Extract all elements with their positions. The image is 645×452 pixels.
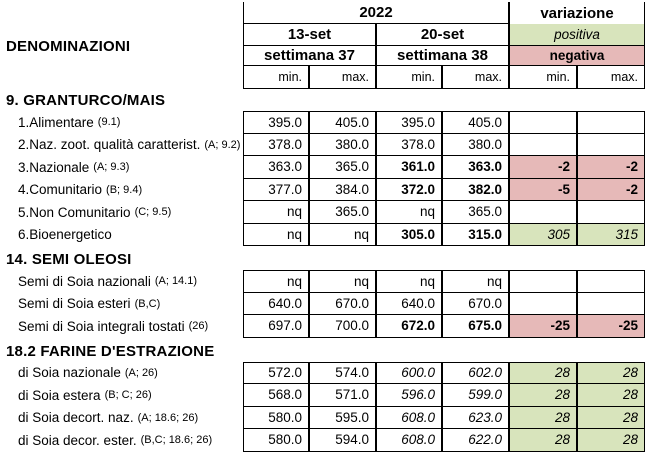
price-cell: 372.0 — [376, 179, 442, 201]
price-cell: 640.0 — [376, 293, 442, 315]
row-label-text: 2.Naz. zoot. qualità caratterist. — [18, 137, 201, 153]
row-label-text: di Soia nazionale — [18, 365, 121, 381]
row-label — [0, 429, 243, 452]
col-max-header: max. — [442, 66, 509, 89]
price-cell: 670.0 — [309, 293, 376, 315]
row-label — [0, 224, 243, 246]
week2-header: settimana 38 — [376, 45, 509, 66]
week1-header: settimana 37 — [243, 45, 376, 66]
price-cell: 315.0 — [442, 224, 509, 246]
row-label-text: 5.Non Comunitario — [18, 204, 131, 220]
row-label-note: (B,C) — [134, 297, 161, 310]
price-cell: nq — [243, 224, 309, 246]
row-label — [0, 156, 243, 179]
row-label-text: 6.Bioenergetico — [18, 227, 112, 243]
row-label-note: (A; 9.2) — [204, 138, 241, 151]
row-label — [0, 179, 243, 201]
price-cell: 572.0 — [243, 362, 309, 384]
price-cell: 608.0 — [376, 429, 442, 452]
row-label-text: di Soia decort. naz. — [18, 410, 134, 426]
price-cell: 595.0 — [309, 407, 376, 429]
col-min-header: min. — [509, 66, 577, 89]
variation-cell: 28 — [509, 384, 577, 407]
col-min-header: min. — [376, 66, 442, 89]
price-cell: 596.0 — [376, 384, 442, 407]
col-max-header: max. — [577, 66, 645, 89]
variation-cell: -25 — [509, 315, 577, 338]
price-cell: 377.0 — [243, 179, 309, 201]
section-title: 18.2 FARINE D'ESTRAZIONE — [6, 342, 215, 360]
row-label-note: (A; 26) — [124, 366, 158, 379]
price-cell: nq — [376, 270, 442, 293]
price-cell: 363.0 — [442, 156, 509, 179]
variation-cell — [577, 293, 645, 315]
variation-negative-header: negativa — [509, 45, 645, 66]
variation-cell — [509, 201, 577, 224]
variation-cell — [509, 270, 577, 293]
variation-cell — [509, 134, 577, 156]
row-label-text: Semi di Soia integrali tostati — [18, 318, 185, 334]
price-cell: 378.0 — [243, 134, 309, 156]
row-label — [0, 362, 243, 384]
price-cell: nq — [243, 201, 309, 224]
col-max-header: max. — [309, 66, 376, 89]
variation-cell: 28 — [577, 362, 645, 384]
row-label — [0, 293, 243, 315]
variation-cell: 28 — [509, 362, 577, 384]
price-cell: 305.0 — [376, 224, 442, 246]
variation-cell: 315 — [577, 224, 645, 246]
price-cell: nq — [309, 270, 376, 293]
row-label — [0, 315, 243, 338]
price-cell: 568.0 — [243, 384, 309, 407]
col-min-header: min. — [243, 66, 309, 89]
row-label-text: 3.Nazionale — [18, 159, 90, 175]
variation-cell — [577, 134, 645, 156]
section-title: 9. GRANTURCO/MAIS — [6, 92, 166, 109]
price-cell: 395.0 — [376, 111, 442, 134]
price-cell: nq — [243, 270, 309, 293]
price-cell: 378.0 — [376, 134, 442, 156]
row-label-text: Semi di Soia nazionali — [18, 273, 151, 289]
date1-header: 13-set — [243, 24, 376, 45]
price-cell: 640.0 — [243, 293, 309, 315]
variation-cell: 28 — [509, 407, 577, 429]
variation-cell: 28 — [577, 429, 645, 452]
variation-cell — [577, 201, 645, 224]
variation-cell: 28 — [509, 429, 577, 452]
row-label-text: 1.Alimentare — [18, 114, 94, 130]
row-label-text: di Soia decor. ester. — [18, 432, 137, 448]
price-cell: 382.0 — [442, 179, 509, 201]
row-label-text: 4.Comunitario — [18, 182, 103, 198]
row-label-note: (A; 14.1) — [154, 275, 198, 287]
price-cell: 380.0 — [442, 134, 509, 156]
price-cell: 365.0 — [309, 156, 376, 179]
variation-cell: -5 — [509, 179, 577, 201]
variation-cell: 28 — [577, 384, 645, 407]
price-cell: 675.0 — [442, 315, 509, 338]
variation-cell — [577, 111, 645, 134]
year-header: 2022 — [243, 2, 509, 24]
header-title: DENOMINAZIONI — [6, 37, 131, 55]
price-cell: nq — [376, 201, 442, 224]
price-cell: 580.0 — [243, 429, 309, 452]
price-cell: 395.0 — [243, 111, 309, 134]
price-cell: 574.0 — [309, 362, 376, 384]
price-cell: 571.0 — [309, 384, 376, 407]
price-cell: 600.0 — [376, 362, 442, 384]
row-label-note: (C; 9.5) — [134, 206, 172, 218]
price-cell: 380.0 — [309, 134, 376, 156]
price-cell: 594.0 — [309, 429, 376, 452]
price-cell: nq — [309, 224, 376, 246]
row-label-text: Semi di Soia esteri — [18, 296, 131, 312]
variation-cell — [509, 111, 577, 134]
row-label-text: di Soia estera — [18, 387, 101, 403]
row-label-note: (A; 18.6; 26) — [137, 411, 199, 424]
variation-header: variazione — [509, 2, 645, 24]
variation-positive-header: positiva — [509, 24, 645, 45]
variation-cell: -25 — [577, 315, 645, 338]
variation-cell: -2 — [577, 179, 645, 201]
variation-cell — [577, 270, 645, 293]
row-label — [0, 201, 243, 224]
price-cell: 384.0 — [309, 179, 376, 201]
row-label — [0, 111, 243, 134]
price-cell: 602.0 — [442, 362, 509, 384]
section-title: 14. SEMI OLEOSI — [6, 251, 132, 268]
variation-cell: 305 — [509, 224, 577, 246]
price-cell: 361.0 — [376, 156, 442, 179]
variation-cell: 28 — [577, 407, 645, 429]
price-cell: 623.0 — [442, 407, 509, 429]
price-cell: 697.0 — [243, 315, 309, 338]
price-cell: 672.0 — [376, 315, 442, 338]
price-cell: 670.0 — [442, 293, 509, 315]
row-label — [0, 384, 243, 407]
variation-cell: -2 — [577, 156, 645, 179]
row-label-note: (B,C; 18.6; 26) — [140, 434, 213, 446]
price-cell: 580.0 — [243, 407, 309, 429]
price-cell: 405.0 — [309, 111, 376, 134]
variation-cell: -2 — [509, 156, 577, 179]
price-cell: 599.0 — [442, 384, 509, 407]
price-cell: 700.0 — [309, 315, 376, 338]
row-label-note: (B; C; 26) — [104, 389, 152, 401]
price-cell: nq — [442, 270, 509, 293]
row-label-note: (A; 9.3) — [93, 161, 130, 173]
price-cell: 363.0 — [243, 156, 309, 179]
row-label — [0, 270, 243, 293]
price-cell: 622.0 — [442, 429, 509, 452]
row-label-note: (26) — [188, 320, 209, 332]
price-cell: 365.0 — [309, 201, 376, 224]
row-label-note: (9.1) — [97, 116, 121, 128]
price-cell: 608.0 — [376, 407, 442, 429]
price-cell: 365.0 — [442, 201, 509, 224]
date2-header: 20-set — [376, 24, 509, 45]
row-label — [0, 407, 243, 429]
row-label — [0, 134, 243, 156]
row-label-note: (B; 9.4) — [106, 183, 143, 196]
variation-cell — [509, 293, 577, 315]
price-cell: 405.0 — [442, 111, 509, 134]
